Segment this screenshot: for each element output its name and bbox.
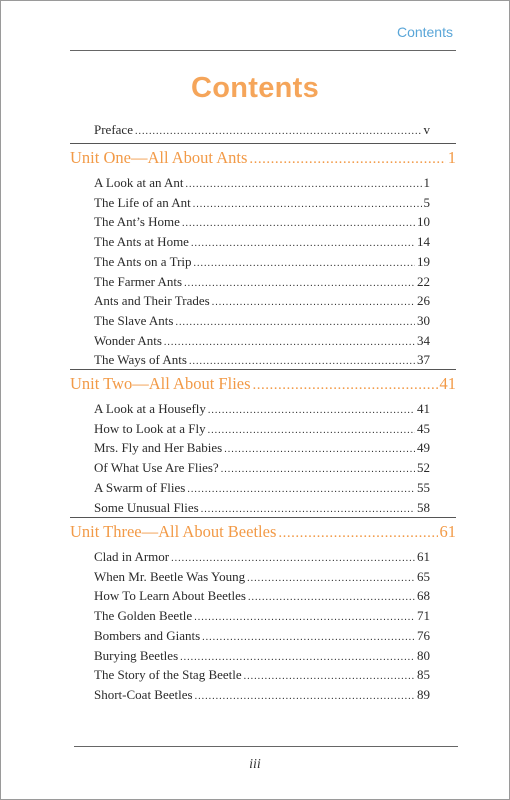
leader-dots (212, 293, 415, 309)
toc-entry-label: The Farmer Ants (94, 273, 183, 289)
toc-entry (94, 628, 430, 644)
leader-dots (175, 313, 415, 329)
toc-entry (94, 214, 430, 230)
toc-entry-page: 68 (417, 588, 430, 604)
toc-entry-page: 26 (417, 293, 430, 309)
toc-entry-label: The Story of the Stag Beetle (94, 667, 242, 683)
toc-entry-page: 37 (417, 352, 430, 368)
toc-entry (94, 588, 430, 604)
toc-entry-label: The Ant’s Home (94, 214, 180, 230)
toc-entry (94, 401, 430, 417)
page-number: iii (249, 757, 261, 772)
leader-dots (135, 122, 422, 138)
leader-dots (186, 175, 422, 191)
toc-entry-page: 41 (417, 401, 430, 416)
toc-entry (94, 549, 430, 565)
unit-heading-label: Unit One—All About Ants (70, 148, 248, 167)
toc-entry-page: v (423, 122, 430, 137)
toc-entry (94, 440, 430, 456)
leader-dots (202, 628, 415, 644)
toc-entry (94, 175, 430, 191)
toc-entry-label: A Look at an Ant (94, 175, 184, 190)
toc-entry-page: 89 (417, 686, 430, 702)
toc-entry-label: Mrs. Fly and Her Babies (94, 440, 223, 456)
unit-heading-page: 1 (447, 148, 456, 167)
toc-entry (94, 500, 430, 516)
leader-dots (182, 214, 415, 230)
toc-entry-label: The Slave Ants (94, 312, 174, 328)
toc-entry (94, 569, 430, 585)
toc-entry-label: A Swarm of Flies (94, 479, 186, 495)
unit-heading-label: Unit Three—All About Beetles (70, 522, 277, 541)
leader-dots (193, 195, 422, 211)
leader-dots (249, 148, 445, 168)
unit-heading-label: Unit Two—All About Flies (70, 374, 251, 393)
unit-divider-rule (70, 369, 456, 370)
toc-entry-page: 80 (417, 647, 430, 663)
toc-entry (94, 648, 430, 664)
toc-entry (94, 313, 430, 329)
toc-entry-page: 1 (423, 175, 430, 190)
toc-entry-label: The Ways of Ants (94, 352, 187, 368)
toc-entry-page: 22 (417, 273, 430, 289)
toc-entry-page: 45 (417, 420, 430, 436)
unit-heading (70, 148, 456, 168)
toc-entry (94, 234, 430, 250)
toc-entry-page: 5 (423, 194, 430, 210)
toc-entry (94, 254, 430, 270)
toc-entry-label: Of What Use Are Flies? (94, 460, 219, 476)
leader-dots (247, 569, 415, 585)
toc-entry (94, 274, 430, 290)
leader-dots (189, 352, 415, 368)
leader-dots (201, 500, 415, 516)
toc-entry-page: 19 (417, 253, 430, 269)
toc-entry (94, 293, 430, 309)
toc-entry-label: The Ants on a Trip (94, 253, 192, 269)
toc-entry-page: 34 (417, 332, 430, 348)
toc-entry-page: 61 (417, 549, 430, 564)
toc-entry-label: Ants and Their Trades (94, 293, 210, 309)
running-head: Contents (396, 24, 453, 40)
toc-entry (94, 480, 430, 496)
toc-entry-page: 55 (417, 479, 430, 495)
toc-entry-label: Burying Beetles (94, 647, 179, 663)
leader-dots (221, 460, 415, 476)
leader-dots (208, 421, 415, 437)
toc-entry-label: The Golden Beetle (94, 608, 193, 624)
toc-entry-label: Preface (94, 122, 133, 137)
leader-dots (253, 374, 438, 394)
toc-entry-page: 52 (417, 460, 430, 476)
leader-dots (208, 401, 415, 417)
leader-dots (248, 588, 415, 604)
toc-entry (94, 195, 430, 211)
unit-heading (70, 522, 456, 542)
bottom-rule (74, 746, 458, 747)
leader-dots (195, 687, 415, 703)
page-title: Contents (190, 72, 320, 104)
unit-heading-page: 41 (439, 374, 456, 393)
leader-dots (244, 667, 415, 683)
leader-dots (164, 333, 415, 349)
toc-entry-page: 65 (417, 568, 430, 584)
leader-dots (191, 234, 415, 250)
toc-entry-label: Clad in Armor (94, 549, 170, 564)
leader-dots (171, 549, 415, 565)
leader-dots (180, 648, 415, 664)
toc-entry-label: How To Learn About Beetles (94, 588, 246, 604)
leader-dots (187, 480, 415, 496)
toc-entry-label: When Mr. Beetle Was Young (94, 568, 246, 584)
toc-entry-page: 85 (417, 667, 430, 683)
toc-entry-page: 76 (417, 627, 430, 643)
leader-dots (224, 440, 415, 456)
unit-heading-page: 61 (439, 522, 456, 541)
toc-entry-label: The Life of an Ant (94, 194, 191, 210)
toc-entry-page: 58 (417, 499, 430, 515)
toc-entry-page: 10 (417, 214, 430, 230)
toc-entry-label: A Look at a Housefly (94, 401, 206, 416)
toc-entry (94, 352, 430, 368)
toc-entry-page: 71 (417, 608, 430, 624)
leader-dots (194, 254, 415, 270)
toc-entry-label: Some Unusual Flies (94, 499, 199, 515)
toc-entry-label: Wonder Ants (94, 332, 162, 348)
toc-entry-page: 49 (417, 440, 430, 456)
toc-entry (94, 687, 430, 703)
unit-heading (70, 374, 456, 394)
toc-entry (94, 333, 430, 349)
toc-entry (94, 421, 430, 437)
leader-dots (194, 608, 415, 624)
toc-entry-label: Bombers and Giants (94, 627, 201, 643)
toc-entry-label: Short-Coat Beetles (94, 686, 193, 702)
toc-entry-label: How to Look at a Fly (94, 420, 206, 436)
toc-entry-preface (94, 122, 430, 138)
toc-entry (94, 608, 430, 624)
toc-entry-label: The Ants at Home (94, 234, 189, 250)
toc-entry-page: 14 (417, 234, 430, 250)
toc-entry (94, 667, 430, 683)
leader-dots (184, 274, 415, 290)
toc-entry (94, 460, 430, 476)
unit-divider-rule (70, 143, 456, 144)
toc-entry-page: 30 (417, 312, 430, 328)
leader-dots (278, 522, 437, 542)
unit-divider-rule (70, 517, 456, 518)
